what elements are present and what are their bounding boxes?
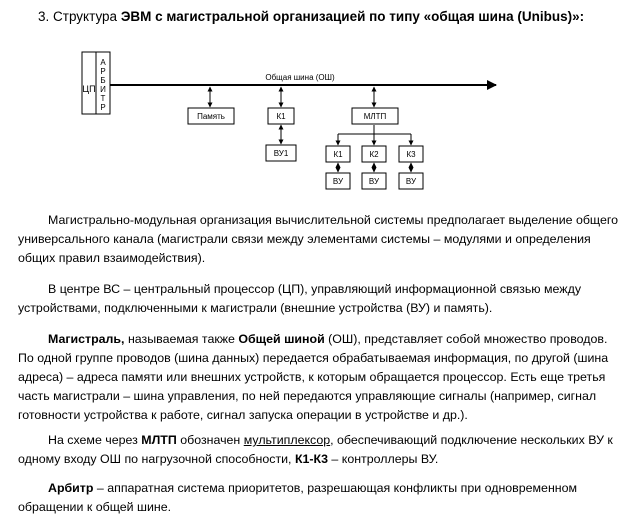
bus-architecture-diagram: [0, 0, 624, 200]
cpu-block: [82, 52, 96, 114]
sub-device-label: ВУ: [332, 177, 344, 186]
term-mltp: МЛТП: [141, 433, 177, 447]
arbiter-letter: Б: [100, 76, 106, 85]
sub-controller-label: К2: [369, 150, 379, 159]
sub-controller-label: К1: [333, 150, 343, 159]
heading-title: ЭВМ с магистральной организацией по типу «общая шина (Unibus)»:: [120, 9, 585, 24]
paragraph-intro: Магистрально-модульная организация вычислительной системы предполагает выделение общего универсального канала (магистрали связи между элементами системы – модулями и определения общих правил взаимодействия).: [18, 213, 619, 265]
arbiter-letter: И: [100, 85, 106, 94]
term-arbiter: Арбитр: [48, 481, 94, 495]
memory-label: Память: [197, 112, 225, 121]
vu1-label: ВУ1: [273, 149, 289, 158]
k1-label: К1: [276, 112, 286, 121]
term-controllers: К1-К3: [294, 452, 328, 466]
arbiter-letter: Р: [100, 103, 106, 112]
bus-label: Общая шина (ОШ): [265, 73, 335, 82]
sub-device-label: ВУ: [405, 177, 417, 186]
paragraph-arbiter: Арбитр – аппаратная система приоритетов, разрешающая конфликты при одновременном обращении к общей шине.: [18, 481, 578, 514]
term-common-bus: Общей шиной: [238, 332, 325, 346]
mltp-label: МЛТП: [363, 112, 387, 121]
arbiter-letter: Т: [100, 94, 106, 103]
paragraph-bus: Магистраль, называемая также Общей шиной (ОШ), представляет собой множество проводов. По одной группе проводов (шина данных) передается обрабатываемая информация, по другой (шина адреса) – адреса памяти или внешних устройств, к которым обращается процессор. Есть еще третья часть магистрали – шина управления, по ней передаются управляющие сигналы (например, сигнал готовности устройства к работе, сигнал запуска операции в устройстве и др.).: [18, 332, 609, 422]
term-bus: Магистраль,: [48, 332, 125, 346]
paragraph-cpu: В центре ВС – центральный процессор (ЦП), управляющий информационной связью между устройствами, подключенными к магистрали (внешние устройства (ВУ) и память).: [18, 282, 582, 315]
arbiter-label: [100, 58, 106, 112]
paragraph-mltp: На схеме через МЛТП обозначен мультиплексор, обеспечивающий подключение нескольких ВУ к одному входу ОШ по нагрузочной способности, К1-К3 – контроллеры ВУ.: [18, 433, 613, 466]
sub-device-label: ВУ: [368, 177, 380, 186]
heading-number: 3. Структура: [38, 9, 121, 24]
arbiter-letter: А: [100, 58, 106, 67]
sub-controller-label: К3: [406, 150, 416, 159]
cpu-label: ЦП: [82, 84, 96, 94]
term-multiplexer: мультиплексор: [243, 433, 331, 447]
arbiter-letter: Р: [100, 67, 106, 76]
